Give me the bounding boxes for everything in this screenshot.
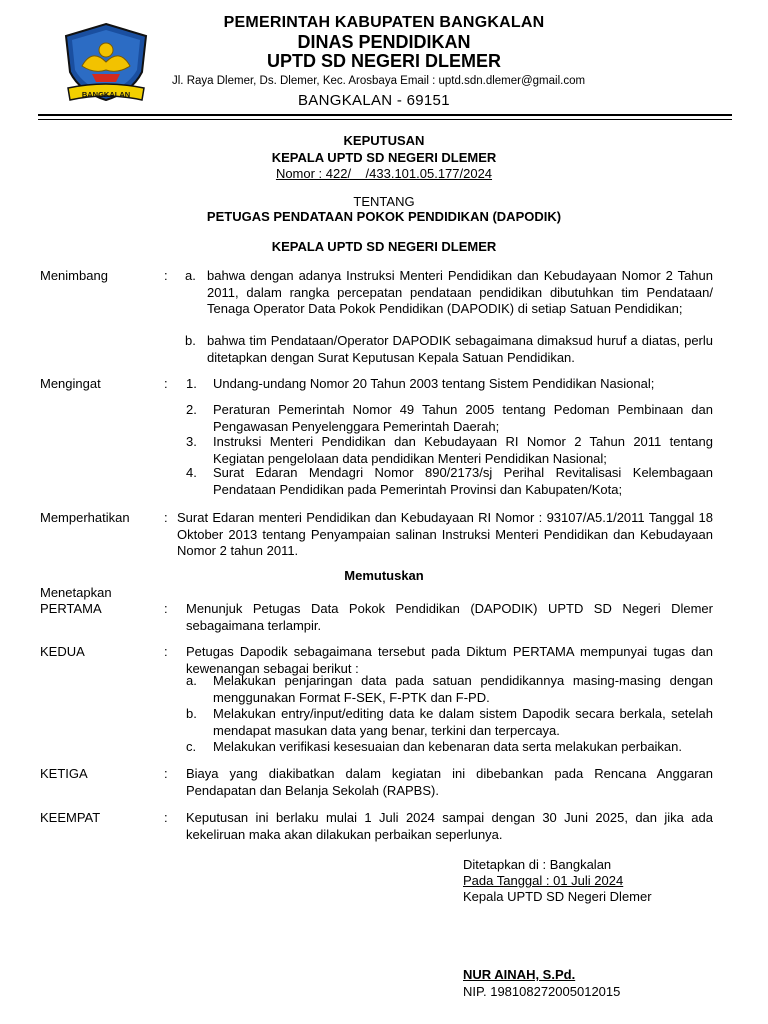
menimbang-item: bahwa dengan adanya Instruksi Menteri Pendidikan dan Kebudayaan Nomor 2 Tahun 2011, dalam rangka percepatan pendataan pendidikan dibutuhkan tim Pendataan/ Tenaga Operator Data Pokok Pendidikan (DAPODIK) di setiap Satuan Pendidikan; bbox=[207, 268, 713, 316]
list-marker: 1. bbox=[186, 376, 197, 391]
colon: : bbox=[164, 810, 168, 825]
kedua-item: Melakukan penjaringan data pada satuan pendidikannya masing-masing dengan menggunakan Format F-SEK, F-PTK dan F-PD. bbox=[213, 673, 713, 705]
colon: : bbox=[164, 510, 168, 525]
diktum-label-ketiga: KETIGA bbox=[40, 766, 88, 781]
signature-place: Ditetapkan di : Bangkalan bbox=[463, 857, 612, 872]
list-marker: a. bbox=[185, 268, 196, 283]
decree-issuer-heading: KEPALA UPTD SD NEGERI DLEMER bbox=[271, 239, 497, 254]
colon: : bbox=[164, 376, 168, 391]
diktum-pertama-text: Menunjuk Petugas Data Pokok Pendidikan (DAPODIK) UPTD SD Negeri Dlemer sebagaimana terlampir. bbox=[186, 601, 713, 633]
kedua-item: Melakukan entry/input/editing data ke dalam sistem Dapodik secara berkala, setelah mendapat masukan data yang benar, terkini dan terpercaya. bbox=[213, 706, 713, 738]
mengingat-item: Peraturan Pemerintah Nomor 49 Tahun 2005 tentang Pedoman Pembinaan dan Pengawasan Penyelenggara Pemerintah Daerah; bbox=[213, 402, 713, 434]
decree-title: KEPUTUSAN bbox=[343, 133, 425, 148]
decree-issuer: KEPALA UPTD SD NEGERI DLEMER bbox=[271, 150, 497, 165]
decree-number: Nomor : 422/ /433.101.05.177/2024 bbox=[275, 166, 493, 181]
svg-text:BANGKALAN: BANGKALAN bbox=[81, 90, 131, 99]
header-government: PEMERINTAH KABUPATEN BANGKALAN bbox=[223, 14, 545, 31]
section-label-memperhatikan: Memperhatikan bbox=[40, 510, 130, 525]
header-school: UPTD SD NEGERI DLEMER bbox=[266, 51, 502, 71]
signature-date: Pada Tanggal : 01 Juli 2024 bbox=[463, 873, 624, 888]
kedua-item: Melakukan verifikasi kesesuaian dan kebenaran data serta melakukan perbaikan. bbox=[213, 739, 683, 754]
list-marker: 4. bbox=[186, 465, 197, 480]
header-rule-thin bbox=[38, 119, 732, 120]
header-agency: DINAS PENDIDIKAN bbox=[297, 32, 471, 52]
colon: : bbox=[164, 644, 168, 659]
header-rule-thick bbox=[38, 114, 732, 116]
signature-position: Kepala UPTD SD Negeri Dlemer bbox=[463, 889, 652, 904]
list-marker: a. bbox=[186, 673, 197, 688]
decree-subject: PETUGAS PENDATAAN POKOK PENDIDIKAN (DAPODIK) bbox=[206, 209, 562, 224]
mengingat-item: Instruksi Menteri Pendidikan dan Kebudayaan RI Nomor 2 Tahun 2011 tentang Kegiatan pengelolaan data pendidikan Menteri Pendidikan Nasional; bbox=[213, 434, 713, 466]
header-address: Jl. Raya Dlemer, Ds. Dlemer, Kec. Arosbaya Email : uptd.sdn.dlemer@gmail.com bbox=[172, 75, 586, 87]
signatory-nip: NIP. 198108272005012015 bbox=[463, 984, 621, 999]
section-label-menimbang: Menimbang bbox=[40, 268, 108, 283]
list-marker: c. bbox=[186, 739, 197, 754]
diktum-keempat-text: Keputusan ini berlaku mulai 1 Juli 2024 sampai dengan 30 Juni 2025, dan jika ada kekeliruan maka akan dilakukan perbaikan seperlunya. bbox=[186, 810, 713, 842]
list-marker: 3. bbox=[186, 434, 197, 449]
mengingat-item: Undang-undang Nomor 20 Tahun 2003 tentang Sistem Pendidikan Nasional; bbox=[213, 376, 655, 391]
list-marker: 2. bbox=[186, 402, 197, 417]
signatory-name: NUR AINAH, S.Pd. bbox=[463, 967, 576, 982]
list-marker: b. bbox=[185, 333, 196, 348]
diktum-label-pertama: PERTAMA bbox=[40, 601, 102, 616]
menimbang-item: bahwa tim Pendataan/Operator DAPODIK sebagaimana dimaksud huruf a diatas, perlu ditetapkan dengan Surat Keputusan Kepala Satuan Pendidikan. bbox=[207, 333, 713, 365]
colon: : bbox=[164, 268, 168, 283]
memperhatikan-text: Surat Edaran menteri Pendidikan dan Kebudayaan RI Nomor : 93107/A5.1/2011 Tanggal 18 Oktober 2013 tentang Penyampaian salinan Instruksi Menteri Pendidikan dan Kebudayaan Nomor 2 tahun 2011. bbox=[177, 510, 713, 558]
diktum-label-keempat: KEEMPAT bbox=[40, 810, 101, 825]
mengingat-item: Surat Edaran Mendagri Nomor 890/2173/sj Perihal Revitalisasi Kelembagaan Pendataan Pendidikan pada Pemerintah Provinsi dan Kabupaten/Kota; bbox=[213, 465, 713, 497]
menetapkan-label: Menetapkan bbox=[40, 585, 112, 600]
colon: : bbox=[164, 601, 168, 616]
list-marker: b. bbox=[186, 706, 197, 721]
decree-tentang: TENTANG bbox=[353, 194, 415, 209]
colon: : bbox=[164, 766, 168, 781]
diktum-kedua-intro: Petugas Dapodik sebagaimana tersebut pada Diktum PERTAMA mempunyai tugas dan kewenangan sebagai berikut : bbox=[186, 644, 713, 676]
section-label-mengingat: Mengingat bbox=[40, 376, 101, 391]
header-city: BANGKALAN - 69151 bbox=[298, 92, 450, 109]
memutuskan-heading: Memutuskan bbox=[344, 568, 424, 583]
diktum-ketiga-text: Biaya yang diakibatkan dalam kegiatan ini dibebankan pada Rencana Anggaran Pendapatan dan Belanja Sekolah (RAPBS). bbox=[186, 766, 713, 798]
diktum-label-kedua: KEDUA bbox=[40, 644, 85, 659]
